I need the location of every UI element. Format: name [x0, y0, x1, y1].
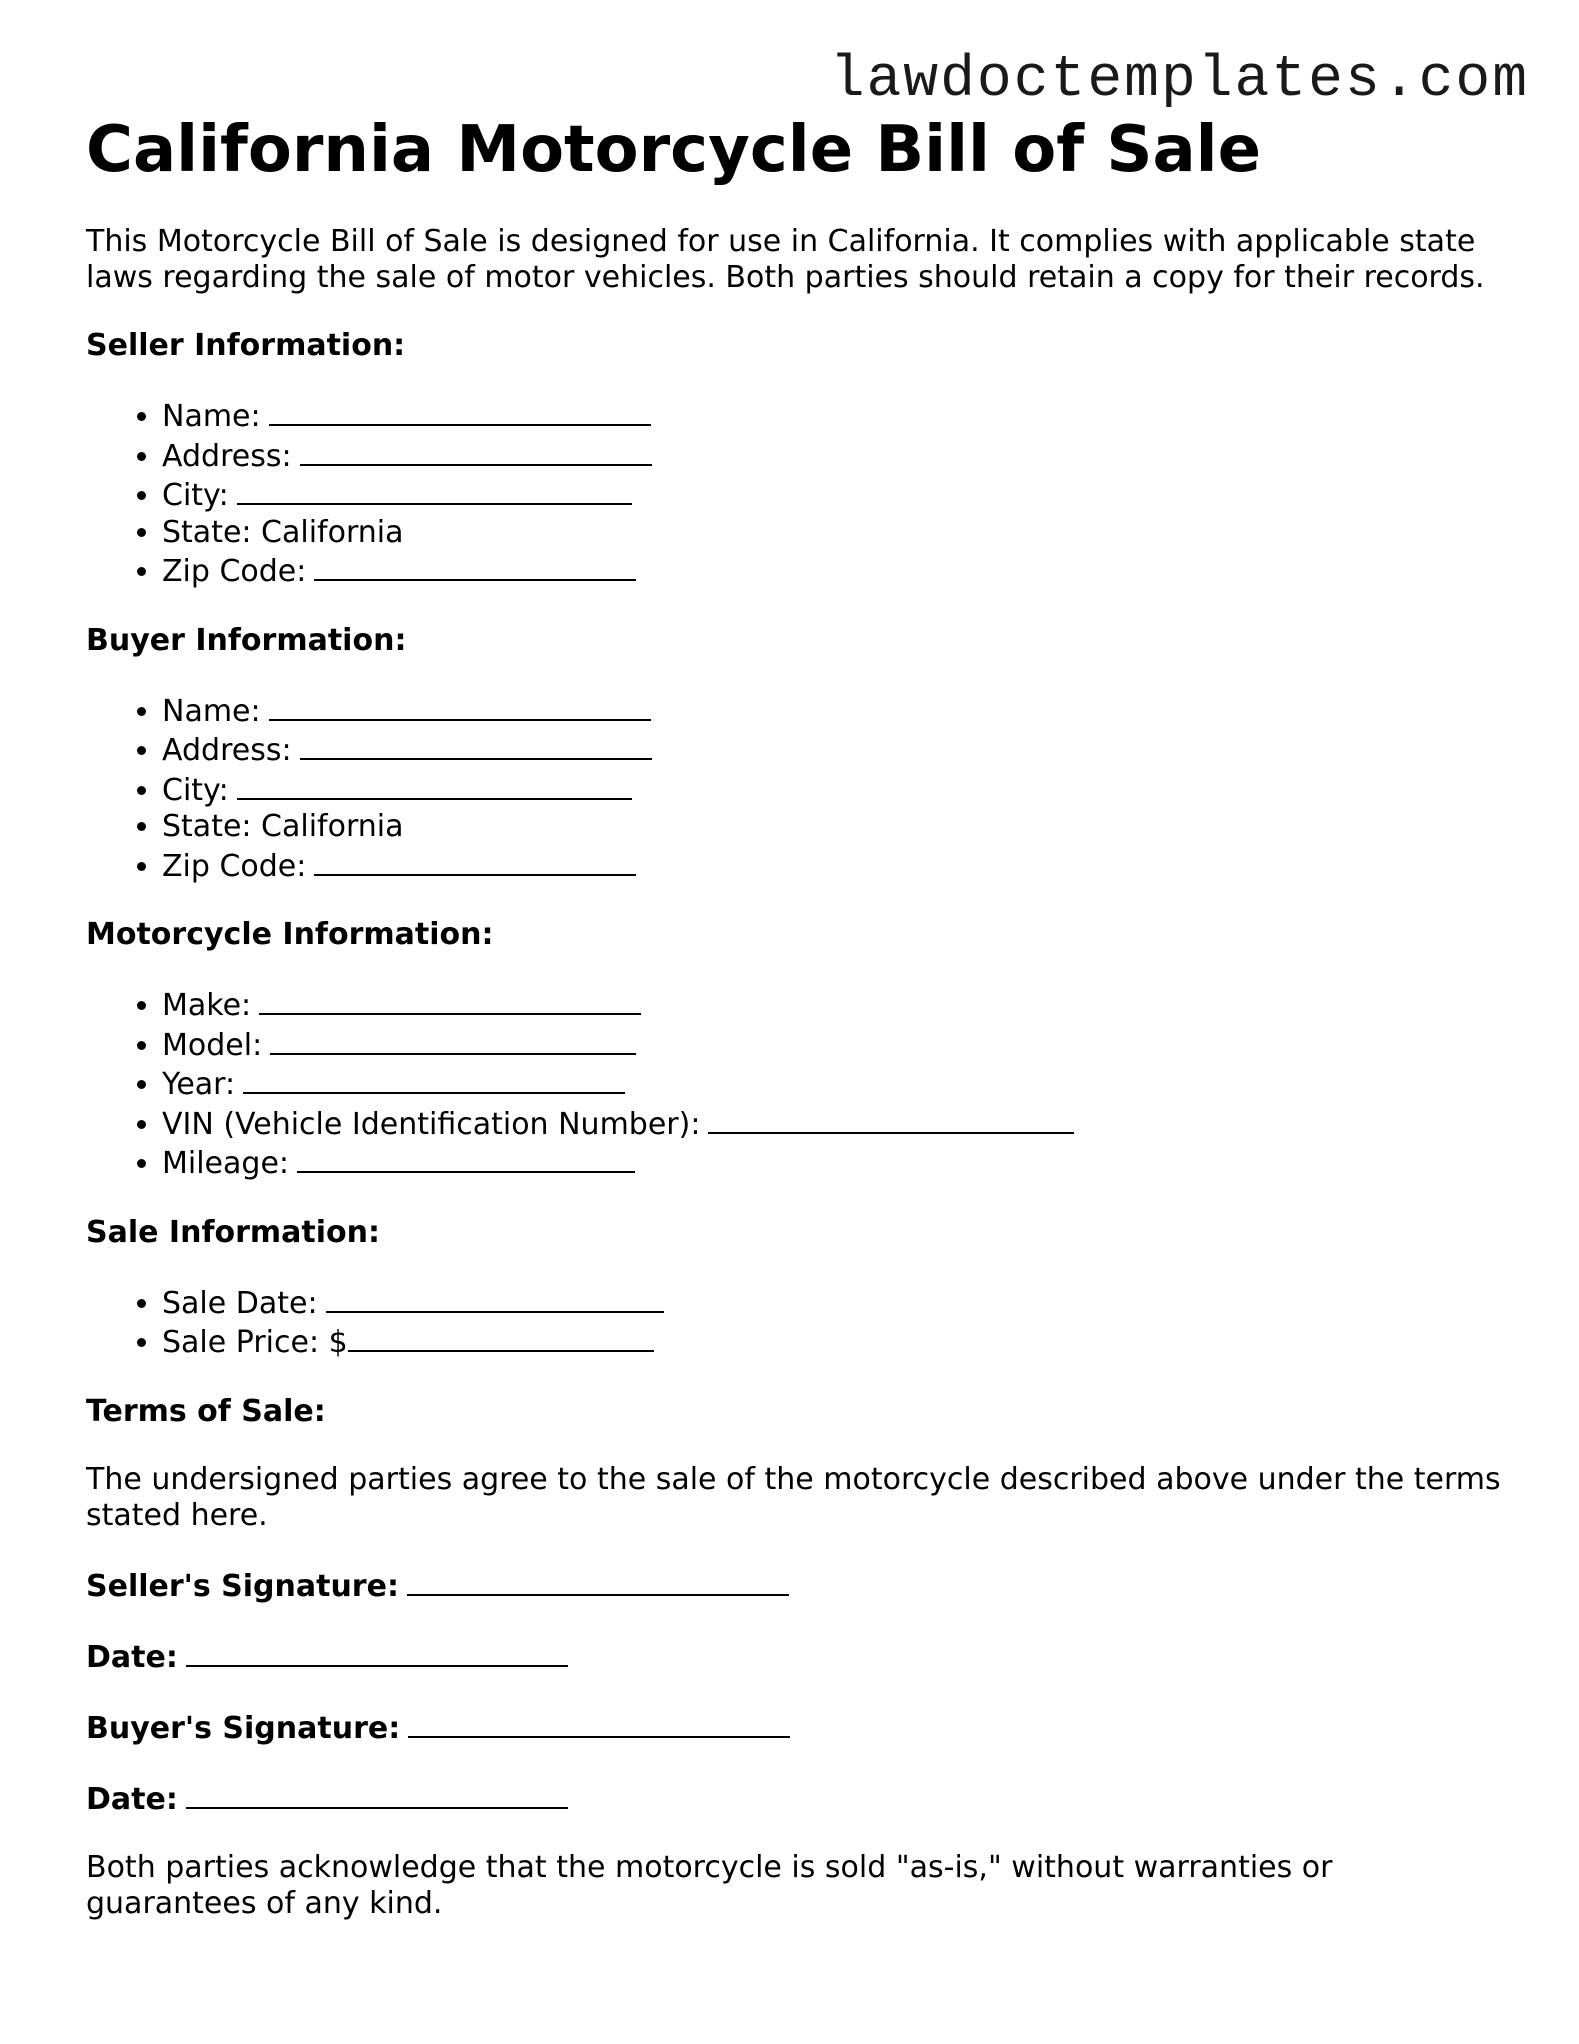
seller-zip-label: Zip Code: — [162, 554, 307, 589]
seller-heading: Seller Information: — [86, 328, 406, 363]
seller-state-item — [162, 515, 1506, 552]
motorcycle-vin-blank[interactable] — [708, 1104, 1074, 1134]
seller-signature-line — [86, 1566, 1506, 1605]
site-watermark: lawdoctemplates.com — [829, 48, 1529, 113]
sale-heading: Sale Information: — [86, 1214, 380, 1250]
seller-city-blank[interactable] — [237, 475, 632, 505]
terms-paragraph: The undersigned parties agree to the sale of the motorcycle described above under the terms stated here. — [86, 1461, 1501, 1533]
motorcycle-model-blank[interactable] — [270, 1025, 636, 1055]
document-body — [86, 110, 1506, 1922]
seller-address-blank[interactable] — [300, 436, 652, 466]
seller-date-blank[interactable] — [186, 1637, 568, 1667]
seller-signature-blank[interactable] — [407, 1566, 789, 1596]
motorcycle-model-item — [162, 1025, 1506, 1065]
sale-price-label: Sale Price: $ — [162, 1325, 348, 1360]
buyer-city-item — [162, 770, 1506, 810]
buyer-signature-blank[interactable] — [408, 1708, 790, 1738]
seller-name-blank[interactable] — [269, 396, 651, 426]
buyer-address-blank[interactable] — [300, 730, 652, 760]
buyer-list — [86, 691, 1506, 886]
sale-date-blank[interactable] — [326, 1283, 664, 1313]
seller-date-label: Date: — [86, 1639, 178, 1675]
buyer-address-label: Address: — [162, 733, 292, 768]
seller-state-label: State: California — [162, 514, 404, 550]
sale-date-label: Sale Date: — [162, 1285, 318, 1321]
terms-heading: Terms of Sale: — [86, 1393, 326, 1429]
seller-address-label: Address: — [162, 438, 292, 474]
buyer-date-blank[interactable] — [186, 1779, 568, 1809]
buyer-zip-blank[interactable] — [314, 846, 636, 876]
seller-zip-blank[interactable] — [314, 551, 636, 581]
motorcycle-vin-item — [162, 1104, 1506, 1144]
motorcycle-heading: Motorcycle Information: — [86, 917, 494, 952]
intro-paragraph: This Motorcycle Bill of Sale is designed for use in California. It complies with applicable state laws regarding the sale of motor vehicles. Both parties should retain a copy for their records. — [86, 224, 1485, 295]
sale-date-item — [162, 1283, 1506, 1323]
buyer-zip-label: Zip Code: — [162, 848, 307, 884]
motorcycle-mileage-item — [162, 1143, 1506, 1183]
seller-date-line — [86, 1637, 1506, 1676]
motorcycle-year-item — [162, 1064, 1506, 1104]
buyer-heading: Buyer Information: — [86, 622, 407, 658]
buyer-name-label: Name: — [162, 693, 261, 729]
buyer-name-item — [162, 691, 1506, 731]
motorcycle-make-label: Make: — [162, 988, 252, 1023]
seller-name-item — [162, 396, 1506, 436]
buyer-date-line — [86, 1779, 1506, 1818]
buyer-signature-label: Buyer's Signature: — [86, 1710, 401, 1746]
sale-price-blank[interactable] — [348, 1322, 654, 1352]
sale-list — [86, 1283, 1506, 1362]
buyer-city-blank[interactable] — [237, 770, 632, 800]
motorcycle-vin-label: VIN (Vehicle Identification Number): — [162, 1106, 701, 1142]
buyer-name-blank[interactable] — [269, 691, 651, 721]
motorcycle-list — [86, 985, 1506, 1183]
buyer-city-label: City: — [162, 772, 229, 808]
seller-address-item — [162, 436, 1506, 476]
acknowledgement-paragraph: Both parties acknowledge that the motorcycle is sold "as-is," without warranties or guarantees of any kind. — [86, 1849, 1333, 1921]
seller-city-item — [162, 475, 1506, 515]
motorcycle-mileage-label: Mileage: — [162, 1146, 290, 1181]
motorcycle-make-item — [162, 985, 1506, 1025]
motorcycle-model-label: Model: — [162, 1027, 263, 1063]
motorcycle-make-blank[interactable] — [259, 985, 641, 1015]
buyer-state-item — [162, 809, 1506, 846]
seller-list — [86, 396, 1506, 591]
buyer-date-label: Date: — [86, 1781, 178, 1817]
buyer-zip-item — [162, 846, 1506, 886]
seller-name-label: Name: — [162, 399, 261, 434]
motorcycle-year-label: Year: — [162, 1067, 236, 1102]
seller-city-label: City: — [162, 478, 229, 513]
buyer-address-item — [162, 730, 1506, 770]
sale-price-item — [162, 1322, 1506, 1362]
buyer-state-label: State: California — [162, 809, 404, 844]
motorcycle-mileage-blank[interactable] — [297, 1143, 635, 1173]
motorcycle-year-blank[interactable] — [243, 1064, 625, 1094]
seller-signature-label: Seller's Signature: — [86, 1568, 399, 1604]
seller-zip-item — [162, 551, 1506, 591]
page-title: California Motorcycle Bill of Sale — [86, 113, 1261, 187]
buyer-signature-line — [86, 1708, 1506, 1747]
